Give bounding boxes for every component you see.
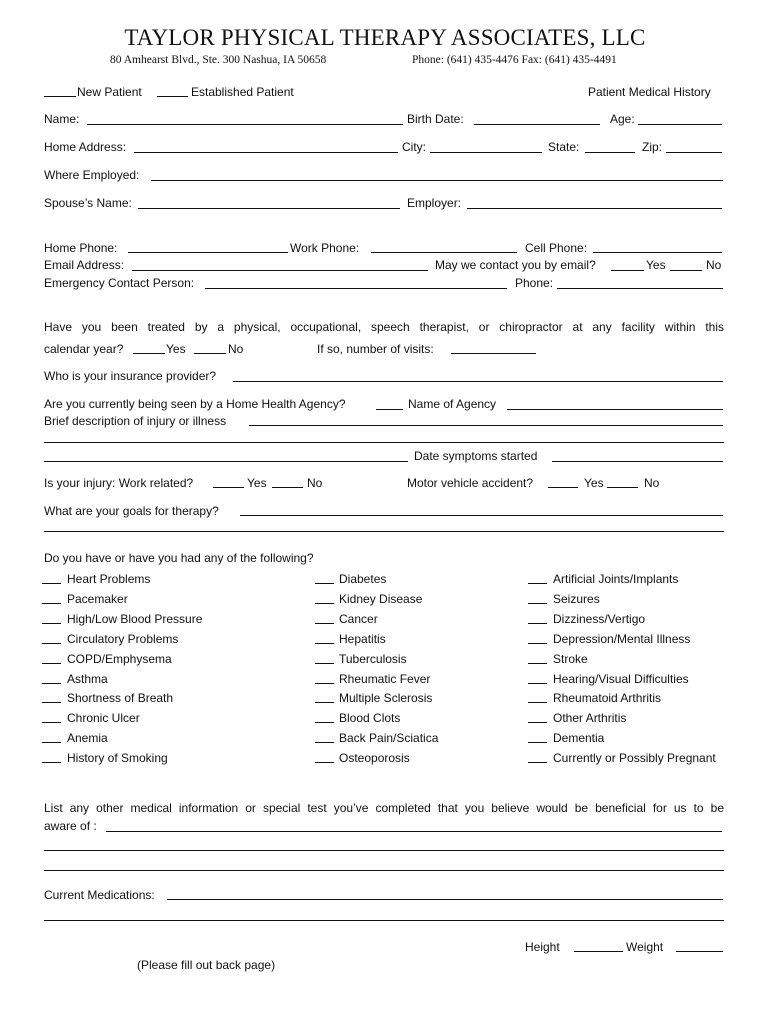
condition-checkbox-blank[interactable] [42, 603, 61, 604]
condition-label: Circulatory Problems [67, 631, 179, 646]
condition-label: Tuberculosis [339, 651, 407, 666]
work-phone-label: Work Phone: [290, 241, 360, 255]
condition-checkbox-blank[interactable] [528, 623, 547, 624]
condition-label: Rheumatoid Arthritis [553, 691, 662, 706]
visits-field[interactable] [451, 353, 536, 354]
treated-yes-blank[interactable] [133, 353, 165, 354]
home-health-question: Are you currently being seen by a Home Health Agency? [44, 397, 346, 411]
motor-vehicle-no-label: No [644, 476, 660, 490]
condition-checkbox-blank[interactable] [42, 722, 61, 723]
condition-checkbox-blank[interactable] [42, 683, 61, 684]
email-yes-label: Yes [646, 258, 666, 272]
medications-label: Current Medications: [44, 888, 155, 902]
condition-checkbox-blank[interactable] [315, 683, 334, 684]
city-field[interactable] [430, 152, 542, 153]
where-employed-field[interactable] [151, 180, 723, 181]
condition-checkbox-blank[interactable] [528, 683, 547, 684]
condition-checkbox-blank[interactable] [315, 603, 334, 604]
email-yes-blank[interactable] [611, 270, 644, 271]
work-related-yes-blank[interactable] [213, 487, 244, 488]
condition-checkbox-blank[interactable] [315, 742, 334, 743]
practice-title: TAYLOR PHYSICAL THERAPY ASSOCIATES, LLC [124, 25, 646, 50]
condition-label: Osteoporosis [339, 751, 410, 766]
new-patient-blank[interactable] [44, 96, 76, 97]
weight-label: Weight [626, 940, 664, 954]
condition-checkbox-blank[interactable] [528, 663, 547, 664]
condition-checkbox-blank[interactable] [528, 742, 547, 743]
other-info-question: List any other medical information or special test you’ve completed that you believe would be beneficial for us to be [44, 801, 724, 815]
motor-vehicle-yes-blank[interactable] [548, 487, 578, 488]
height-field[interactable] [574, 951, 623, 952]
home-address-label: Home Address: [44, 140, 127, 154]
condition-label: Pacemaker [67, 591, 128, 606]
condition-label: Diabetes [339, 572, 387, 586]
symptoms-started-label: Date symptoms started [414, 449, 538, 463]
insurance-field[interactable] [233, 381, 723, 382]
motor-vehicle-no-blank[interactable] [607, 487, 638, 488]
condition-checkbox-blank[interactable] [528, 762, 547, 763]
motor-vehicle-question: Motor vehicle accident? [407, 476, 534, 490]
other-info-line-2[interactable] [44, 850, 724, 851]
practice-contact: Phone: (641) 435-4476 Fax: (641) 435-4491 [412, 54, 617, 66]
back-page-note: (Please fill out back page) [137, 958, 276, 972]
condition-checkbox-blank[interactable] [315, 722, 334, 723]
emergency-phone-field[interactable] [557, 288, 723, 289]
age-label: Age: [610, 112, 635, 126]
medications-field[interactable] [167, 899, 723, 900]
email-no-blank[interactable] [670, 270, 702, 271]
injury-description-line-2[interactable] [44, 442, 724, 443]
state-label: State: [548, 140, 580, 154]
emergency-contact-label: Emergency Contact Person: [44, 276, 195, 290]
height-label: Height [525, 940, 560, 954]
condition-label: Artificial Joints/Implants [553, 572, 679, 586]
zip-field[interactable] [666, 152, 722, 153]
state-field[interactable] [585, 152, 635, 153]
agency-name-field[interactable] [507, 409, 723, 410]
birth-date-field[interactable] [474, 124, 600, 125]
condition-checkbox-blank[interactable] [528, 583, 547, 584]
weight-field[interactable] [676, 951, 723, 952]
home-address-field[interactable] [134, 152, 398, 153]
condition-checkbox-blank[interactable] [42, 643, 61, 644]
condition-label: Cancer [339, 611, 378, 626]
condition-label: Dementia [553, 731, 605, 746]
employer-label: Employer: [407, 196, 462, 210]
condition-label: Hearing/Visual Difficulties [553, 671, 689, 686]
condition-label: Hepatitis [339, 631, 386, 646]
condition-label: Back Pain/Sciatica [339, 731, 439, 746]
condition-label: Other Arthritis [553, 711, 627, 726]
other-info-line-3[interactable] [44, 870, 724, 871]
age-field[interactable] [638, 124, 722, 125]
condition-checkbox-blank[interactable] [315, 623, 334, 624]
symptoms-started-field[interactable] [552, 461, 723, 462]
condition-label: Rheumatic Fever [339, 671, 431, 686]
city-label: City: [402, 140, 426, 154]
injury-description-line-3[interactable] [44, 461, 408, 462]
condition-label: Asthma [67, 671, 108, 686]
visits-label: If so, number of visits: [317, 342, 434, 356]
emergency-contact-field[interactable] [205, 288, 507, 289]
form-title: Patient Medical History [588, 85, 711, 99]
treated-no-blank[interactable] [194, 353, 226, 354]
condition-checkbox-blank[interactable] [315, 702, 334, 703]
condition-checkbox-blank[interactable] [42, 742, 61, 743]
email-contact-question: May we contact you by email? [435, 258, 596, 272]
condition-label: Blood Clots [339, 711, 401, 726]
spouse-name-field[interactable] [138, 208, 400, 209]
condition-checkbox-blank[interactable] [42, 583, 61, 584]
condition-checkbox-blank[interactable] [315, 643, 334, 644]
condition-checkbox-blank[interactable] [315, 663, 334, 664]
condition-label: Stroke [553, 651, 588, 666]
emergency-phone-label: Phone: [515, 276, 554, 290]
condition-label: Anemia [67, 731, 108, 746]
email-label: Email Address: [44, 258, 125, 272]
injury-description-label: Brief description of injury or illness [44, 414, 227, 428]
condition-checkbox-blank[interactable] [42, 623, 61, 624]
home-phone-label: Home Phone: [44, 241, 118, 255]
other-info-field[interactable] [106, 831, 722, 832]
treated-question-cont: calendar year? [44, 342, 124, 356]
goals-line-2[interactable] [44, 531, 724, 532]
agency-name-label: Name of Agency [408, 397, 497, 411]
injury-description-field[interactable] [249, 425, 723, 426]
name-field[interactable] [87, 124, 403, 125]
condition-label: Dizziness/Vertigo [553, 611, 646, 626]
other-info-question-cont: aware of : [44, 819, 97, 833]
conditions-heading: Do you have or have you had any of the following? [44, 551, 314, 565]
goals-label: What are your goals for therapy? [44, 504, 219, 518]
employer-field[interactable] [467, 208, 722, 209]
condition-label: Kidney Disease [339, 591, 423, 606]
birth-date-label: Birth Date: [407, 112, 464, 126]
condition-label: Currently or Possibly Pregnant [553, 751, 716, 766]
zip-label: Zip: [642, 140, 663, 154]
where-employed-label: Where Employed: [44, 168, 140, 182]
home-health-blank[interactable] [376, 409, 403, 410]
established-patient-label: Established Patient [191, 85, 294, 99]
work-related-no-label: No [307, 476, 323, 490]
condition-label: COPD/Emphysema [67, 651, 172, 666]
condition-label: Depression/Mental Illness [553, 631, 691, 646]
condition-checkbox-blank[interactable] [528, 603, 547, 604]
cell-phone-field[interactable] [593, 252, 722, 253]
work-related-no-blank[interactable] [272, 487, 303, 488]
goals-field[interactable] [240, 515, 723, 516]
email-field[interactable] [132, 270, 428, 271]
condition-checkbox-blank[interactable] [42, 702, 61, 703]
condition-checkbox-blank[interactable] [315, 583, 334, 584]
condition-checkbox-blank[interactable] [528, 702, 547, 703]
spouse-name-label: Spouse’s Name: [44, 196, 132, 210]
work-related-yes-label: Yes [247, 476, 267, 490]
treated-yes-label: Yes [166, 342, 186, 356]
condition-label: Multiple Sclerosis [339, 691, 433, 706]
condition-label: Chronic Ulcer [67, 711, 140, 726]
practice-address: 80 Amhearst Blvd., Ste. 300 Nashua, IA 50658 [110, 54, 327, 66]
home-phone-field[interactable] [128, 252, 288, 253]
work-related-question: Is your injury: Work related? [44, 476, 194, 490]
condition-checkbox-blank[interactable] [528, 643, 547, 644]
treated-no-label: No [228, 342, 244, 356]
condition-checkbox-blank[interactable] [528, 722, 547, 723]
cell-phone-label: Cell Phone: [525, 241, 588, 255]
condition-label: High/Low Blood Pressure [67, 611, 203, 626]
established-patient-blank[interactable] [157, 96, 188, 97]
motor-vehicle-yes-label: Yes [584, 476, 604, 490]
condition-label: Heart Problems [67, 572, 151, 586]
new-patient-label: New Patient [77, 85, 142, 99]
insurance-label: Who is your insurance provider? [44, 369, 217, 383]
treated-question: Have you been treated by a physical, occupational, speech therapist, or chiropractor at any facility within this [44, 320, 724, 334]
condition-checkbox-blank[interactable] [42, 663, 61, 664]
medications-line-2[interactable] [44, 920, 724, 921]
name-label: Name: [44, 112, 80, 126]
email-no-label: No [706, 258, 722, 272]
condition-checkbox-blank[interactable] [315, 762, 334, 763]
condition-label: History of Smoking [67, 751, 168, 766]
condition-checkbox-blank[interactable] [42, 762, 61, 763]
work-phone-field[interactable] [371, 252, 517, 253]
condition-label: Shortness of Breath [67, 691, 174, 706]
condition-label: Seizures [553, 591, 600, 606]
